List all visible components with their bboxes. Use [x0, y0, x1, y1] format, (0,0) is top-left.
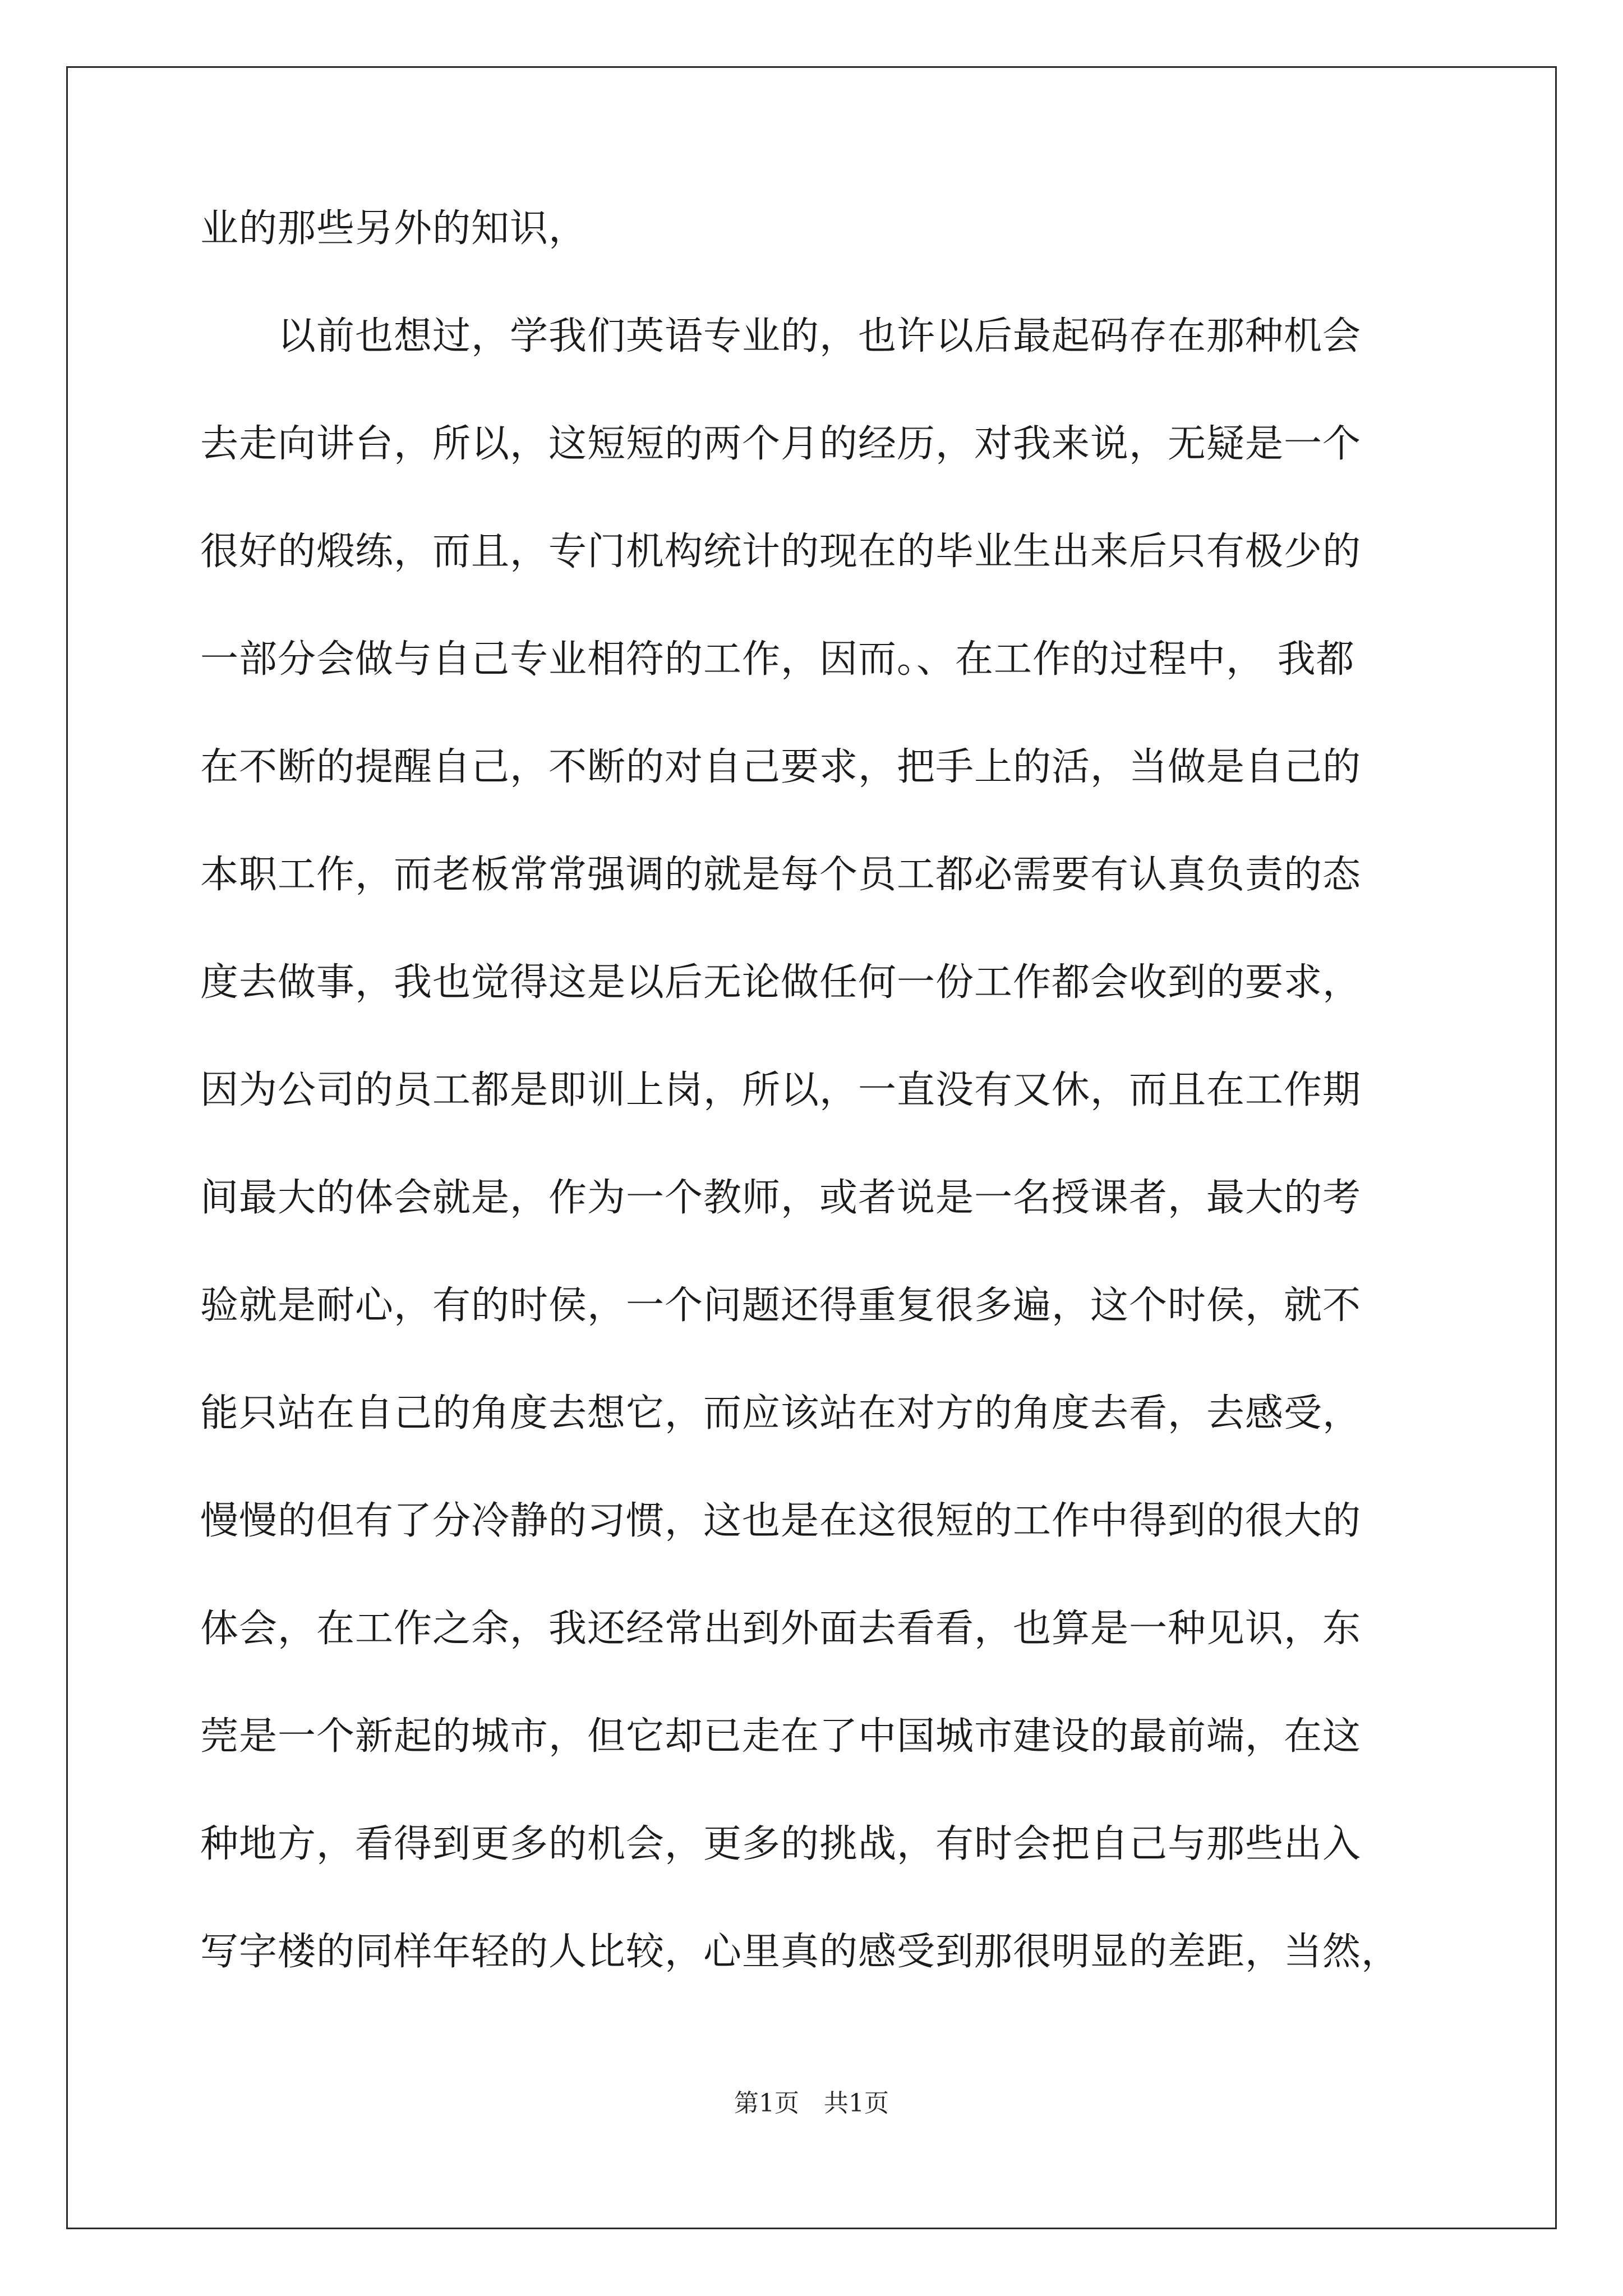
page-border: [66, 66, 1557, 2229]
text-line: 莞是一个新起的城市，但它却已走在了中国城市建设的最前端，在这: [200, 1714, 1362, 1759]
text-line: 在不断的提醒自己，不断的对自己要求，把手上的活，当做是自己的: [200, 745, 1362, 789]
text-line: 验就是耐心，有的时侯，一个问题还得重复很多遍，这个时侯，就不: [200, 1283, 1362, 1328]
text-line: 能只站在自己的角度去想它，而应该站在对方的角度去看，去感受，: [200, 1391, 1362, 1435]
page-total: 共1页: [824, 2089, 889, 2118]
page-footer: [0, 2088, 1623, 2119]
text-line: 很好的煅练，而且，专门机构统计的现在的毕业生出来后只有极少的: [200, 530, 1362, 574]
text-line: 写字楼的同样年轻的人比较，心里真的感受到那很明显的差距，当然，: [200, 1930, 1400, 1974]
text-line: 业的那些另外的知识，: [200, 206, 588, 251]
text-line: 一部分会做与自己专业相符的工作，因而。、在工作的过程中， 我都: [200, 637, 1355, 682]
text-line: 度去做事，我也觉得这是以后无论做任何一份工作都会收到的要求，: [200, 960, 1362, 1005]
text-line: 种地方，看得到更多的机会，更多的挑战，有时会把自己与那些出入: [200, 1822, 1362, 1866]
text-line: 体会，在工作之余，我还经常出到外面去看看，也算是一种见识，东: [200, 1607, 1362, 1651]
text-line: 去走向讲台，所以，这短短的两个月的经历，对我来说，无疑是一个: [200, 422, 1362, 466]
page-number: 第1页: [734, 2089, 799, 2118]
text-line: 间最大的体会就是，作为一个教师，或者说是一名授课者，最大的考: [200, 1176, 1362, 1220]
text-line: 因为公司的员工都是即训上岗，所以，一直没有又休，而且在工作期: [200, 1068, 1362, 1112]
text-line: 本职工作，而老板常常强调的就是每个员工都必需要有认真负责的态: [200, 853, 1362, 897]
text-line: 以前也想过，学我们英语专业的，也许以后最起码存在那种机会: [200, 314, 1362, 358]
text-line: 慢慢的但有了分冷静的习惯，这也是在这很短的工作中得到的很大的: [200, 1499, 1362, 1543]
